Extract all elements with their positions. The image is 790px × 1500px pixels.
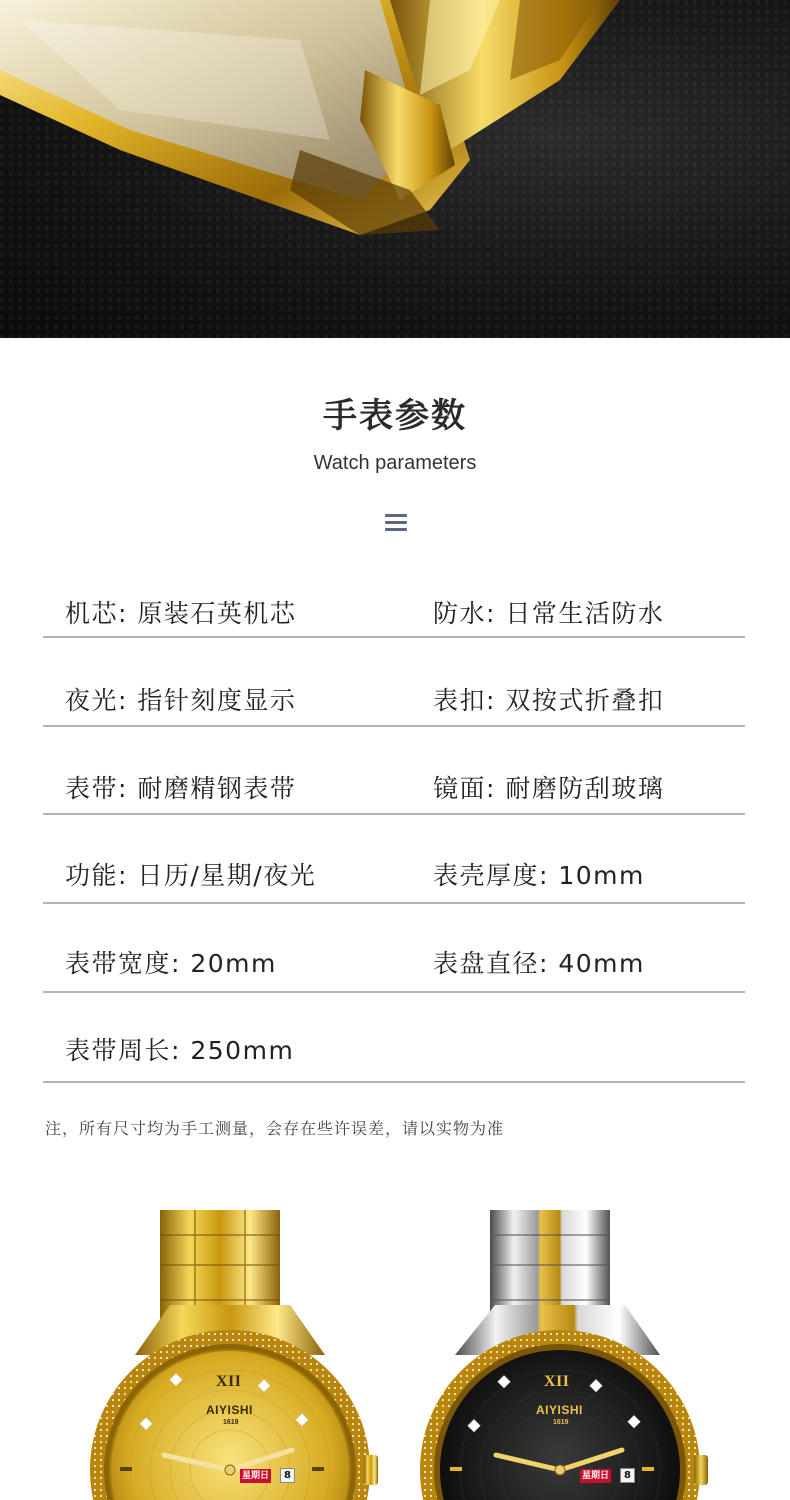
watch-brand: AIYISHI: [206, 1403, 253, 1417]
spec-strap-length: 表带周长: 250mm: [65, 1036, 295, 1065]
menu-icon: [385, 514, 407, 532]
spec-functions: 功能: 日历/星期/夜光: [65, 861, 317, 890]
spec-clasp: 表扣: 双按式折叠扣: [433, 686, 665, 715]
spec-row: [43, 816, 745, 904]
bracelet-closeup-image: [0, 0, 790, 338]
spec-waterproof: 防水: 日常生活防水: [433, 599, 665, 628]
watch-date-window: 8: [620, 1468, 635, 1483]
watch-model: 1619: [553, 1419, 569, 1426]
spec-strap: 表带: 耐磨精钢表带: [65, 774, 297, 803]
watch-date-window: 8: [280, 1468, 295, 1483]
watch-black-drawing: [410, 1205, 710, 1500]
spec-case-thickness: 表壳厚度: 10mm: [433, 861, 645, 890]
spec-dial-diameter: 表盘直径: 40mm: [433, 949, 645, 978]
spec-luminous: 夜光: 指针刻度显示: [65, 686, 297, 715]
spec-glass: 镜面: 耐磨防刮玻璃: [433, 774, 665, 803]
watch-gold-drawing: [80, 1205, 380, 1500]
watch-day-window: 星期日: [582, 1471, 610, 1481]
spec-row: [43, 905, 745, 993]
watch-numeral: XII: [544, 1373, 570, 1390]
watch-numeral: XII: [216, 1373, 242, 1390]
spec-strap-width: 表带宽度: 20mm: [65, 949, 277, 978]
watch-gold-image: [80, 1205, 380, 1500]
measurement-note: 注，所有尺寸均为手工测量，会存在些许误差，请以实物为准: [45, 1119, 505, 1138]
spec-row: [43, 995, 745, 1083]
watch-model: 1619: [223, 1419, 239, 1426]
watch-day-window: 星期日: [242, 1471, 270, 1481]
watch-black-image: [410, 1205, 710, 1500]
spec-row: [43, 639, 745, 727]
hero-product-photo: [0, 0, 790, 338]
section-subtitle: Watch parameters: [313, 452, 477, 474]
spec-row: [43, 550, 745, 638]
watch-brand: AIYISHI: [536, 1403, 583, 1417]
spec-row: [43, 727, 745, 815]
spec-movement: 机芯: 原装石英机芯: [65, 599, 297, 628]
section-title: 手表参数: [323, 396, 467, 436]
